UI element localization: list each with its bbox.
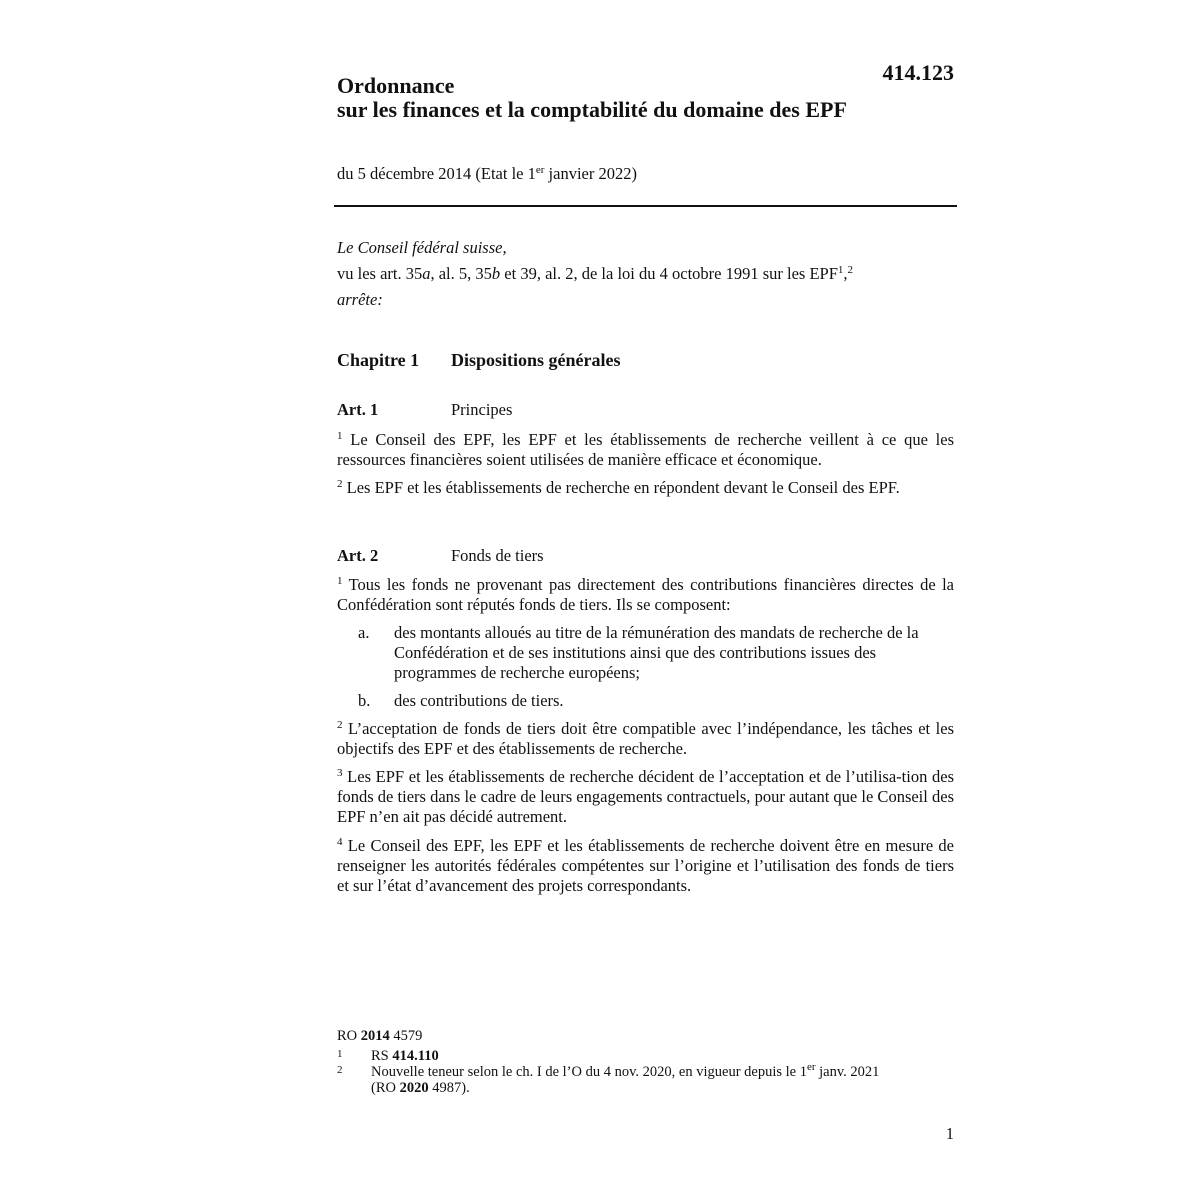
title-line-1: Ordonnance: [337, 73, 455, 98]
paragraph-text: Les EPF et les établissements de recherche décident de l’acceptation et de l’utilisa-tion des fonds de tiers dans le cadre de leurs engagements contractuels, pour autant que le Conseil des EPF n’en ait pas décidé autrement.: [337, 767, 954, 826]
paragraph-number: 2: [337, 719, 343, 731]
footnote-1: [337, 1048, 439, 1064]
list-text: des contributions de tiers.: [394, 691, 564, 710]
footnote-sr-ref[interactable]: 414.110: [392, 1048, 439, 1064]
chapter-number: Chapitre 1: [337, 350, 420, 370]
ro-year: 2014: [360, 1028, 390, 1044]
basis-italic-a: a: [422, 264, 431, 283]
basis-part: , al. 5, 35: [430, 264, 492, 283]
footnote-text: (RO: [371, 1080, 400, 1096]
footnote-number: 2: [337, 1064, 343, 1076]
ro-reference: [337, 1028, 422, 1045]
footnote-ref-1[interactable]: 1: [837, 264, 844, 276]
preamble: [337, 235, 853, 313]
date-sup: er: [535, 164, 545, 176]
list-item-b: [358, 691, 954, 711]
paragraph-number: 3: [337, 767, 343, 779]
title-line-2: sur les finances et la comptabilité du domaine des EPF: [337, 97, 847, 122]
art2-paragraph-2: [337, 719, 954, 759]
footnote-text: RS: [371, 1048, 393, 1064]
ro-prefix: RO: [337, 1028, 361, 1044]
art1-paragraph-1: [337, 430, 954, 470]
date-text: du 5 décembre 2014 (Etat le 1: [337, 164, 536, 183]
article-title: Fonds de tiers: [451, 546, 544, 565]
paragraph-number: 1: [337, 575, 343, 587]
footnote-sup: er: [806, 1061, 816, 1073]
article-number: Art. 1: [337, 400, 379, 419]
header-rule: [334, 205, 957, 207]
footnote-ref-2[interactable]: 2: [847, 264, 854, 276]
basis-comma: ,: [843, 264, 848, 283]
art2-paragraph-3: [337, 767, 954, 827]
paragraph-number: 1: [337, 430, 343, 442]
paragraph-text: Tous les fonds ne provenant pas directement des contributions financières directes de la Confédération sont réputés fonds de tiers. Ils se composent:: [337, 575, 954, 614]
document-date: [337, 164, 637, 184]
preamble-decree: arrête:: [337, 290, 383, 309]
basis-part: vu les art. 35: [337, 264, 423, 283]
chapter-title: Dispositions générales: [451, 350, 621, 370]
paragraph-text: Le Conseil des EPF, les EPF et les établissements de recherche veillent à ce que les ressources financières soient utilisées de manière efficace et économique.: [337, 430, 954, 469]
paragraph-number: 4: [337, 836, 343, 848]
footnote-year: 2020: [399, 1080, 429, 1096]
article-1-heading: [337, 400, 512, 420]
document-title: [337, 74, 847, 122]
preamble-basis: [337, 261, 853, 287]
footnote-number: 1: [337, 1048, 343, 1060]
art2-paragraph-1: [337, 575, 954, 615]
sr-number: 414.123: [882, 60, 954, 85]
paragraph-text: Les EPF et les établissements de recherche en répondent devant le Conseil des EPF.: [342, 478, 900, 497]
article-title: Principes: [451, 400, 513, 419]
article-number: Art. 2: [337, 546, 379, 565]
article-2-heading: [337, 546, 544, 566]
art2-paragraph-4: [337, 836, 954, 896]
basis-italic-b: b: [491, 264, 501, 283]
paragraph-text: Le Conseil des EPF, les EPF et les établissements de recherche doivent être en mesure de renseigner les autorités fédérales compétentes sur l’origine et l’utilisation des fonds de tiers et sur l’état d’avancement des projets correspondants.: [337, 836, 954, 895]
date-text-end: janvier 2022): [544, 164, 637, 183]
page-number: 1: [945, 1124, 954, 1143]
list-label: a.: [358, 623, 370, 642]
paragraph-text: L’acceptation de fonds de tiers doit être compatible avec l’indépendance, les tâches et les objectifs des EPF et des établissements de recherche.: [337, 719, 954, 758]
list-item-a: [358, 623, 954, 683]
ro-page: 4579: [389, 1028, 423, 1044]
art1-paragraph-2: [337, 478, 954, 498]
chapter-heading: [337, 350, 621, 371]
footnote-text: 4987).: [428, 1080, 470, 1096]
document-page: [337, 0, 957, 1200]
preamble-authority: Le Conseil fédéral suisse,: [337, 238, 507, 257]
basis-part: et 39, al. 2, de la loi du 4 octobre 1991 sur les EPF: [500, 264, 838, 283]
list-text: des montants alloués au titre de la rémunération des mandats de recherche de la Confédération et de ses institutions ainsi que des contributions issues des programmes de recherche européens;: [394, 623, 919, 682]
footnote-2: [337, 1061, 880, 1096]
paragraph-number: 2: [337, 478, 343, 490]
footnote-text: janv. 2021: [815, 1064, 880, 1080]
list-label: b.: [358, 691, 371, 710]
footnote-text: Nouvelle teneur selon le ch. I de l’O du 4 nov. 2020, en vigueur depuis le 1: [371, 1064, 807, 1080]
